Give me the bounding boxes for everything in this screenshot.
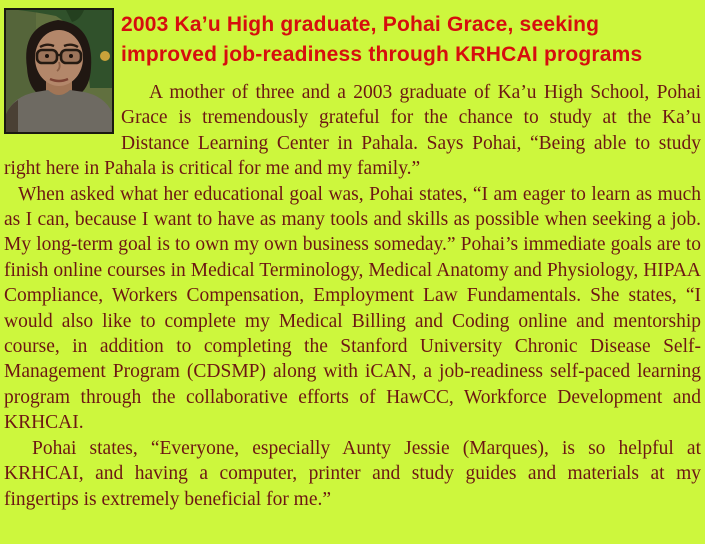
- portrait-photo-graphic: [6, 10, 112, 132]
- page-title-line2: improved job-readiness through KRHCAI programs: [121, 43, 643, 66]
- paragraph-closing: Pohai states, “Everyone, especially Aunty Jessie (Marques), is so helpful at KRHCAI, and having a computer, printer and study guides and materials at my fingertips is extremely beneficial for me.”: [4, 437, 701, 510]
- page-title-line1: 2003 Ka’u High graduate, Pohai Grace, seeking: [121, 13, 600, 36]
- article-body: [4, 80, 701, 512]
- page-title: [16, 10, 701, 70]
- portrait-photo: [4, 8, 114, 134]
- paragraph-intro: A mother of three and a 2003 graduate of Ka’u High School, Pohai Grace is tremendously grateful for the chance to study at the Ka’u Distance Learning Center in Pahala. Says Pohai, “Being able to study right here in Pahala is critical for me and my family.”: [4, 82, 701, 180]
- paragraph-goals: When asked what her educational goal was, Pohai states, “I am eager to learn as much as I can, because I want to have as many tools and skills as possible when seeking a job. My long-term goal is to own my own business someday.” Pohai’s immediate goals are to finish online courses in Medical Terminology, Medical Anatomy and Physiology, HIPAA Compliance, Workers Compensation, Employment Law Fundamentals. She states, “I would also like to complete my Medical Billing and Coding online and mentorship course, in addition to completing the Stanford University Chronic Disease Self-Management Program (CDSMP) along with iCAN, a job-readiness self-paced learning program through the collaborative efforts of HawCC, Workforce Development and KRHCAI.: [4, 183, 701, 434]
